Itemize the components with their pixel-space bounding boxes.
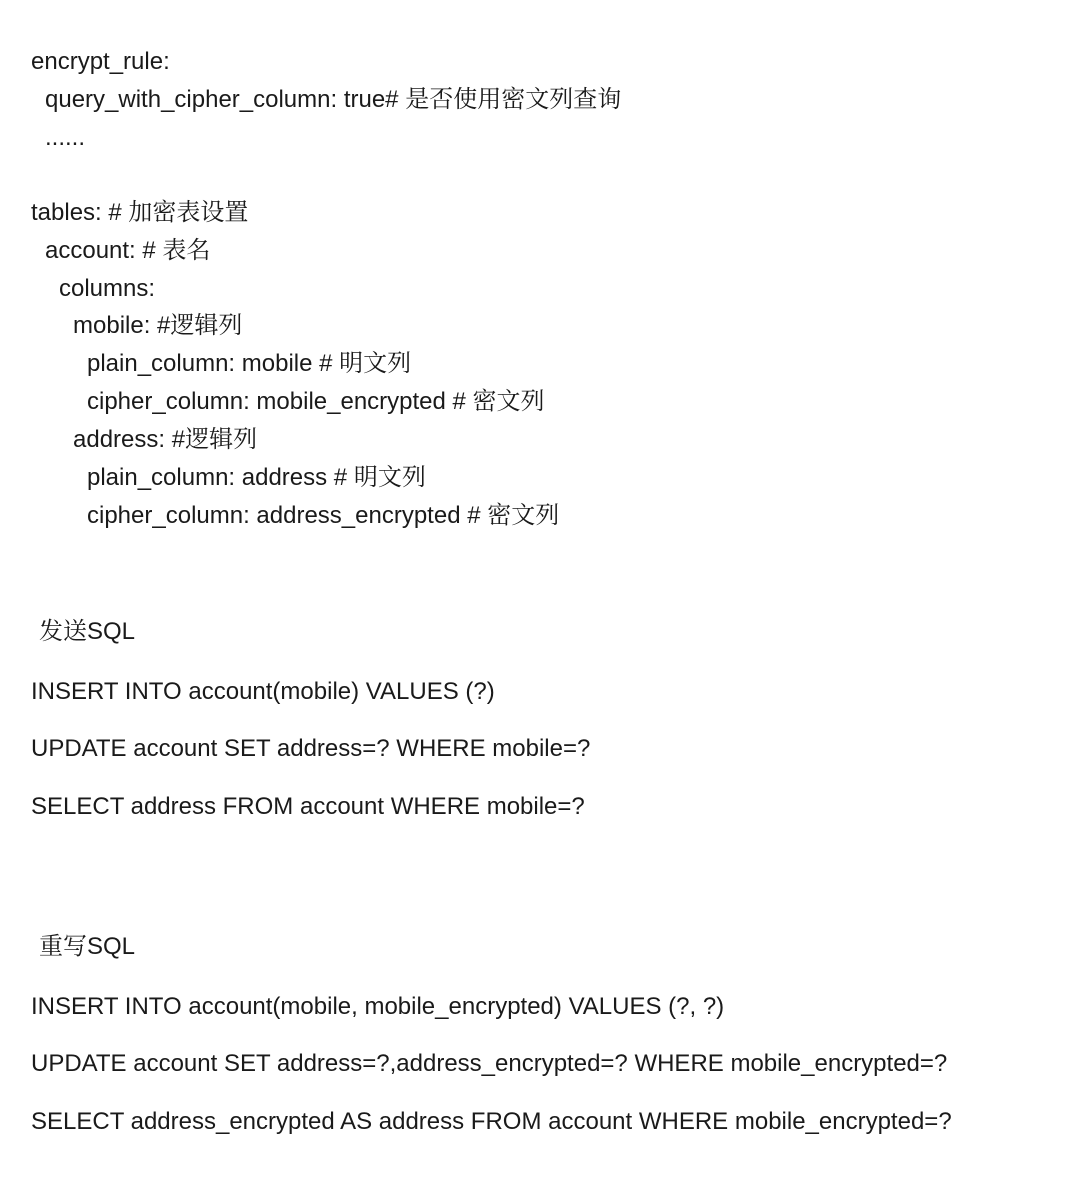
config-line: query_with_cipher_column: true# 是否使用密文列查询: [45, 86, 622, 113]
config-line: plain_column: mobile # 明文列: [87, 350, 412, 377]
send-sql-heading: 发送SQL: [39, 618, 136, 645]
config-line: encrypt_rule:: [31, 48, 170, 75]
sql-statement: SELECT address_encrypted AS address FROM account WHERE mobile_encrypted=?: [31, 1108, 952, 1135]
sql-statement: UPDATE account SET address=? WHERE mobile=?: [31, 735, 591, 762]
sql-statement: SELECT address FROM account WHERE mobile=?: [31, 793, 585, 820]
config-line: cipher_column: mobile_encrypted # 密文列: [87, 388, 545, 415]
sql-statement: INSERT INTO account(mobile, mobile_encrypted) VALUES (?, ?): [31, 993, 725, 1020]
config-line: ......: [45, 124, 86, 151]
config-line: address: #逻辑列: [73, 426, 258, 453]
config-line: cipher_column: address_encrypted # 密文列: [87, 502, 560, 529]
config-line: tables: # 加密表设置: [31, 199, 249, 226]
config-line: plain_column: address # 明文列: [87, 464, 426, 491]
config-line: columns:: [59, 275, 156, 302]
sql-statement: UPDATE account SET address=?,address_encrypted=? WHERE mobile_encrypted=?: [31, 1050, 948, 1077]
sql-statement: INSERT INTO account(mobile) VALUES (?): [31, 678, 495, 705]
rewrite-sql-heading: 重写SQL: [39, 933, 136, 960]
config-line: mobile: #逻辑列: [73, 312, 243, 339]
config-line: account: # 表名: [45, 237, 211, 264]
